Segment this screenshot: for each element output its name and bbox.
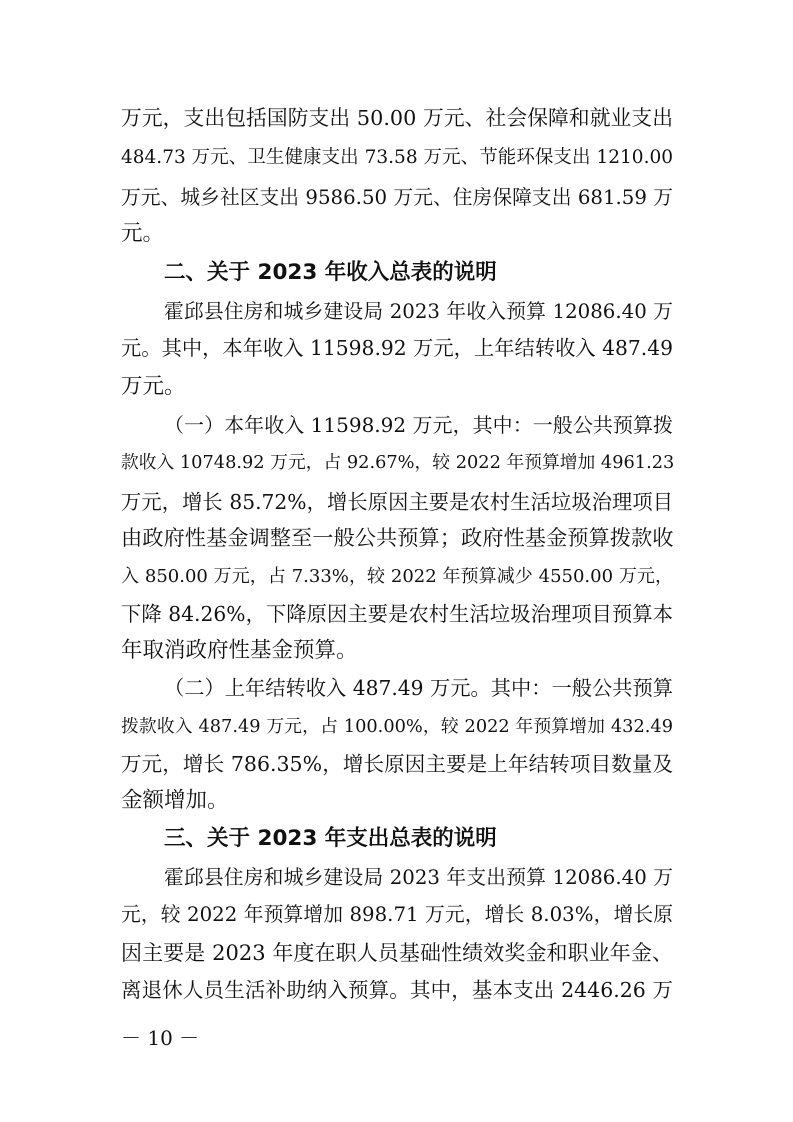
paragraph-line: 下降 84.26%，下降原因主要是农村生活垃圾治理项目预算本 bbox=[121, 602, 673, 626]
section-heading-income: 二、关于 2023 年收入总表的说明 bbox=[164, 260, 497, 285]
paragraph-line: 霍邱县住房和城乡建设局 2023 年收入预算 12086.40 万 bbox=[164, 300, 673, 323]
paragraph-line: 元。 bbox=[121, 221, 165, 246]
paragraph-line: 万元，支出包括国防支出 50.00 万元、社会保障和就业支出 bbox=[121, 106, 673, 130]
paragraph-line: （一）本年收入 11598.92 万元，其中：一般公共预算拨 bbox=[164, 413, 673, 437]
paragraph-line: 金额增加。 bbox=[121, 788, 229, 813]
paragraph-line: 484.73 万元、卫生健康支出 73.58 万元、节能环保支出 1210.00 bbox=[121, 147, 673, 168]
paragraph-line: 霍邱县住房和城乡建设局 2023 年支出预算 12086.40 万 bbox=[164, 866, 673, 889]
paragraph-line: 万元。 bbox=[121, 374, 186, 399]
paragraph-line: 万元，增长 85.72%，增长原因主要是农村生活垃圾治理项目 bbox=[121, 490, 673, 514]
paragraph-line: 离退休人员生活补助纳入预算。其中，基本支出 2446.26 万 bbox=[121, 978, 673, 1002]
page-number: － 10 － bbox=[121, 1026, 200, 1050]
section-heading-expenditure: 三、关于 2023 年支出总表的说明 bbox=[164, 826, 497, 851]
paragraph-line: 元。其中，本年收入 11598.92 万元，上年结转收入 487.49 bbox=[121, 336, 673, 360]
paragraph-line: 拨款收入 487.49 万元，占 100.00%，较 2022 年预算增加 432.49 bbox=[121, 717, 673, 737]
paragraph-line: 元，较 2022 年预算增加 898.71 万元，增长 8.03%，增长原 bbox=[121, 903, 673, 926]
paragraph-line: （二）上年结转收入 487.49 万元。其中：一般公共预算 bbox=[164, 676, 673, 700]
paragraph-line: 入 850.00 万元，占 7.33%，较 2022 年预算减少 4550.00 万元， bbox=[121, 566, 673, 587]
paragraph-line: 因主要是 2023 年度在职人员基础性绩效奖金和职业年金、 bbox=[121, 941, 673, 965]
paragraph-line: 万元，增长 786.35%，增长原因主要是上年结转项目数量及 bbox=[121, 752, 673, 776]
paragraph-line: 款收入 10748.92 万元，占 92.67%，较 2022 年预算增加 4961.23 bbox=[121, 453, 675, 473]
paragraph-line: 年取消政府性基金预算。 bbox=[121, 638, 358, 663]
paragraph-line: 万元、城乡社区支出 9586.50 万元、住房保障支出 681.59 万 bbox=[121, 186, 673, 209]
paragraph-line: 由政府性基金调整至一般公共预算；政府性基金预算拨款收 bbox=[121, 526, 674, 551]
